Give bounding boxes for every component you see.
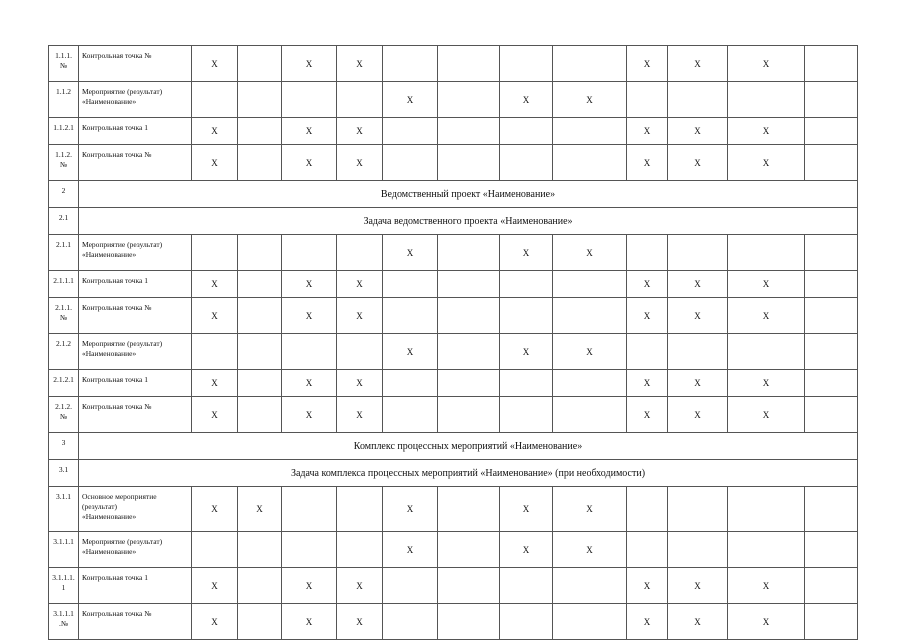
mark-cell-empty — [238, 145, 282, 181]
mark-cell-checked: X — [728, 46, 805, 82]
mark-cell-checked: X — [728, 397, 805, 433]
mark-cell-empty — [805, 532, 858, 568]
mark-cell-empty — [500, 397, 553, 433]
row-number-cell: 2.1 — [49, 208, 79, 235]
item-name-cell: Контрольная точка № — [79, 397, 192, 433]
mark-cell-checked: X — [553, 532, 627, 568]
mark-cell-empty — [238, 532, 282, 568]
mark-cell-empty — [500, 568, 553, 604]
mark-cell-empty — [383, 604, 438, 640]
mark-cell-checked: X — [728, 604, 805, 640]
mark-cell-empty — [238, 271, 282, 298]
mark-cell-empty — [238, 604, 282, 640]
mark-cell-checked: X — [383, 334, 438, 370]
mark-cell-checked: X — [627, 397, 668, 433]
mark-cell-checked: X — [627, 46, 668, 82]
mark-cell-empty — [238, 82, 282, 118]
item-name-cell: Мероприятие (результат) «Наименование» — [79, 532, 192, 568]
mark-cell-checked: X — [192, 604, 238, 640]
mark-cell-empty — [383, 46, 438, 82]
mark-cell-checked: X — [668, 397, 728, 433]
schedule-table-body — [49, 46, 858, 640]
mark-cell-empty — [728, 487, 805, 532]
row-number-cell: 2.1.2 — [49, 334, 79, 370]
row-number-cell: 2 — [49, 181, 79, 208]
mark-cell-empty — [438, 532, 500, 568]
mark-cell-checked: X — [337, 604, 383, 640]
mark-cell-empty — [805, 271, 858, 298]
table-row — [49, 568, 858, 604]
mark-cell-empty — [192, 532, 238, 568]
table-row — [49, 397, 858, 433]
table-row — [49, 145, 858, 181]
mark-cell-empty — [438, 334, 500, 370]
mark-cell-empty — [668, 235, 728, 271]
mark-cell-empty — [728, 532, 805, 568]
table-row — [49, 46, 858, 82]
mark-cell-empty — [192, 82, 238, 118]
mark-cell-checked: X — [337, 145, 383, 181]
row-number-cell: 3.1.1.1 .№ — [49, 604, 79, 640]
mark-cell-checked: X — [500, 532, 553, 568]
mark-cell-empty — [238, 118, 282, 145]
mark-cell-empty — [500, 370, 553, 397]
mark-cell-empty — [805, 118, 858, 145]
mark-cell-checked: X — [668, 370, 728, 397]
mark-cell-checked: X — [553, 82, 627, 118]
item-name-cell: Контрольная точка 1 — [79, 118, 192, 145]
row-number-cell: 1.1.2.1 — [49, 118, 79, 145]
mark-cell-empty — [383, 370, 438, 397]
mark-cell-checked: X — [192, 568, 238, 604]
table-row — [49, 118, 858, 145]
mark-cell-empty — [282, 334, 337, 370]
table-row — [49, 298, 858, 334]
mark-cell-empty — [553, 145, 627, 181]
row-number-cell: 1.1.2 — [49, 82, 79, 118]
mark-cell-empty — [668, 487, 728, 532]
mark-cell-checked: X — [627, 604, 668, 640]
mark-cell-empty — [728, 334, 805, 370]
mark-cell-checked: X — [192, 46, 238, 82]
mark-cell-empty — [805, 568, 858, 604]
section-title-cell: Задача ведомственного проекта «Наименование» — [79, 208, 858, 235]
schedule-table — [48, 45, 858, 640]
mark-cell-empty — [337, 334, 383, 370]
mark-cell-empty — [553, 370, 627, 397]
mark-cell-empty — [668, 532, 728, 568]
mark-cell-empty — [805, 334, 858, 370]
mark-cell-checked: X — [337, 271, 383, 298]
mark-cell-empty — [728, 235, 805, 271]
mark-cell-empty — [238, 370, 282, 397]
row-number-cell: 1.1.1. № — [49, 46, 79, 82]
mark-cell-checked: X — [627, 145, 668, 181]
item-name-cell: Контрольная точка № — [79, 145, 192, 181]
table-row — [49, 82, 858, 118]
mark-cell-empty — [192, 334, 238, 370]
mark-cell-checked: X — [668, 604, 728, 640]
mark-cell-checked: X — [337, 397, 383, 433]
mark-cell-empty — [627, 82, 668, 118]
mark-cell-empty — [553, 604, 627, 640]
mark-cell-checked: X — [192, 397, 238, 433]
mark-cell-empty — [438, 118, 500, 145]
mark-cell-empty — [668, 334, 728, 370]
mark-cell-empty — [238, 46, 282, 82]
mark-cell-checked: X — [668, 46, 728, 82]
mark-cell-empty — [438, 604, 500, 640]
table-row — [49, 370, 858, 397]
mark-cell-checked: X — [238, 487, 282, 532]
mark-cell-empty — [383, 397, 438, 433]
row-number-cell: 1.1.2. № — [49, 145, 79, 181]
mark-cell-empty — [438, 235, 500, 271]
mark-cell-empty — [805, 397, 858, 433]
mark-cell-empty — [438, 145, 500, 181]
section-row — [49, 181, 858, 208]
mark-cell-empty — [805, 298, 858, 334]
mark-cell-checked: X — [383, 82, 438, 118]
mark-cell-empty — [553, 271, 627, 298]
mark-cell-empty — [668, 82, 728, 118]
mark-cell-checked: X — [337, 370, 383, 397]
mark-cell-checked: X — [192, 271, 238, 298]
table-row — [49, 334, 858, 370]
mark-cell-empty — [500, 271, 553, 298]
row-number-cell: 3.1 — [49, 460, 79, 487]
mark-cell-checked: X — [383, 487, 438, 532]
mark-cell-empty — [238, 334, 282, 370]
mark-cell-empty — [438, 370, 500, 397]
mark-cell-checked: X — [668, 568, 728, 604]
mark-cell-empty — [553, 568, 627, 604]
mark-cell-empty — [282, 235, 337, 271]
item-name-cell: Основное мероприятие (результат) «Наименование» — [79, 487, 192, 532]
mark-cell-checked: X — [728, 118, 805, 145]
mark-cell-checked: X — [627, 370, 668, 397]
row-number-cell: 3.1.1.1 — [49, 532, 79, 568]
mark-cell-checked: X — [192, 145, 238, 181]
mark-cell-checked: X — [192, 487, 238, 532]
mark-cell-checked: X — [192, 118, 238, 145]
mark-cell-empty — [553, 46, 627, 82]
mark-cell-empty — [383, 145, 438, 181]
mark-cell-empty — [500, 46, 553, 82]
mark-cell-checked: X — [337, 118, 383, 145]
mark-cell-checked: X — [500, 334, 553, 370]
mark-cell-checked: X — [192, 370, 238, 397]
mark-cell-empty — [438, 568, 500, 604]
row-number-cell: 3.1.1.1. 1 — [49, 568, 79, 604]
item-name-cell: Контрольная точка 1 — [79, 370, 192, 397]
mark-cell-checked: X — [553, 334, 627, 370]
row-number-cell: 3 — [49, 433, 79, 460]
mark-cell-empty — [627, 235, 668, 271]
mark-cell-empty — [627, 532, 668, 568]
mark-cell-checked: X — [192, 298, 238, 334]
section-row — [49, 208, 858, 235]
mark-cell-checked: X — [337, 568, 383, 604]
mark-cell-checked: X — [500, 487, 553, 532]
item-name-cell: Контрольная точка № — [79, 298, 192, 334]
mark-cell-checked: X — [500, 235, 553, 271]
mark-cell-empty — [238, 235, 282, 271]
mark-cell-checked: X — [282, 298, 337, 334]
mark-cell-checked: X — [337, 298, 383, 334]
mark-cell-empty — [805, 604, 858, 640]
section-row — [49, 460, 858, 487]
mark-cell-empty — [553, 397, 627, 433]
schedule-table-page — [48, 45, 857, 640]
mark-cell-empty — [238, 568, 282, 604]
section-row — [49, 433, 858, 460]
mark-cell-empty — [337, 487, 383, 532]
mark-cell-checked: X — [668, 145, 728, 181]
mark-cell-checked: X — [383, 235, 438, 271]
mark-cell-empty — [805, 235, 858, 271]
mark-cell-empty — [627, 487, 668, 532]
mark-cell-empty — [805, 82, 858, 118]
mark-cell-empty — [805, 46, 858, 82]
mark-cell-checked: X — [728, 568, 805, 604]
item-name-cell: Мероприятие (результат) «Наименование» — [79, 334, 192, 370]
mark-cell-empty — [337, 235, 383, 271]
mark-cell-empty — [438, 271, 500, 298]
mark-cell-checked: X — [282, 604, 337, 640]
mark-cell-empty — [192, 235, 238, 271]
mark-cell-checked: X — [282, 370, 337, 397]
mark-cell-empty — [438, 82, 500, 118]
mark-cell-checked: X — [282, 397, 337, 433]
item-name-cell: Мероприятие (результат) «Наименование» — [79, 235, 192, 271]
mark-cell-checked: X — [668, 298, 728, 334]
row-number-cell: 2.1.1. № — [49, 298, 79, 334]
table-row — [49, 235, 858, 271]
mark-cell-empty — [282, 82, 337, 118]
row-number-cell: 3.1.1 — [49, 487, 79, 532]
row-number-cell: 2.1.1.1 — [49, 271, 79, 298]
mark-cell-empty — [238, 397, 282, 433]
row-number-cell: 2.1.2.1 — [49, 370, 79, 397]
mark-cell-empty — [282, 532, 337, 568]
mark-cell-checked: X — [728, 271, 805, 298]
mark-cell-empty — [553, 118, 627, 145]
mark-cell-checked: X — [282, 46, 337, 82]
item-name-cell: Контрольная точка № — [79, 604, 192, 640]
table-row — [49, 604, 858, 640]
mark-cell-empty — [282, 487, 337, 532]
mark-cell-empty — [383, 568, 438, 604]
mark-cell-checked: X — [627, 118, 668, 145]
mark-cell-empty — [805, 370, 858, 397]
mark-cell-empty — [500, 604, 553, 640]
mark-cell-empty — [337, 532, 383, 568]
mark-cell-empty — [337, 82, 383, 118]
mark-cell-empty — [383, 118, 438, 145]
section-title-cell: Комплекс процессных мероприятий «Наименование» — [79, 433, 858, 460]
table-row — [49, 532, 858, 568]
mark-cell-checked: X — [282, 568, 337, 604]
mark-cell-checked: X — [668, 271, 728, 298]
table-row — [49, 271, 858, 298]
mark-cell-checked: X — [553, 235, 627, 271]
row-number-cell: 2.1.1 — [49, 235, 79, 271]
section-title-cell: Задача комплекса процессных мероприятий «Наименование» (при необходимости) — [79, 460, 858, 487]
mark-cell-empty — [383, 298, 438, 334]
table-row — [49, 487, 858, 532]
mark-cell-empty — [383, 271, 438, 298]
mark-cell-checked: X — [728, 145, 805, 181]
item-name-cell: Контрольная точка 1 — [79, 271, 192, 298]
mark-cell-checked: X — [668, 118, 728, 145]
section-title-cell: Ведомственный проект «Наименование» — [79, 181, 858, 208]
mark-cell-checked: X — [728, 298, 805, 334]
mark-cell-empty — [500, 118, 553, 145]
row-number-cell: 2.1.2. № — [49, 397, 79, 433]
mark-cell-empty — [500, 145, 553, 181]
mark-cell-empty — [728, 82, 805, 118]
mark-cell-checked: X — [282, 118, 337, 145]
mark-cell-empty — [805, 145, 858, 181]
mark-cell-empty — [627, 334, 668, 370]
mark-cell-empty — [238, 298, 282, 334]
mark-cell-empty — [438, 487, 500, 532]
mark-cell-checked: X — [627, 568, 668, 604]
mark-cell-empty — [553, 298, 627, 334]
item-name-cell: Мероприятие (результат) «Наименование» — [79, 82, 192, 118]
item-name-cell: Контрольная точка 1 — [79, 568, 192, 604]
mark-cell-checked: X — [337, 46, 383, 82]
mark-cell-checked: X — [728, 370, 805, 397]
mark-cell-empty — [805, 487, 858, 532]
mark-cell-checked: X — [627, 271, 668, 298]
mark-cell-empty — [438, 397, 500, 433]
mark-cell-checked: X — [282, 145, 337, 181]
mark-cell-empty — [438, 46, 500, 82]
mark-cell-checked: X — [282, 271, 337, 298]
mark-cell-checked: X — [383, 532, 438, 568]
mark-cell-checked: X — [500, 82, 553, 118]
mark-cell-empty — [438, 298, 500, 334]
item-name-cell: Контрольная точка № — [79, 46, 192, 82]
mark-cell-empty — [500, 298, 553, 334]
mark-cell-checked: X — [553, 487, 627, 532]
mark-cell-checked: X — [627, 298, 668, 334]
